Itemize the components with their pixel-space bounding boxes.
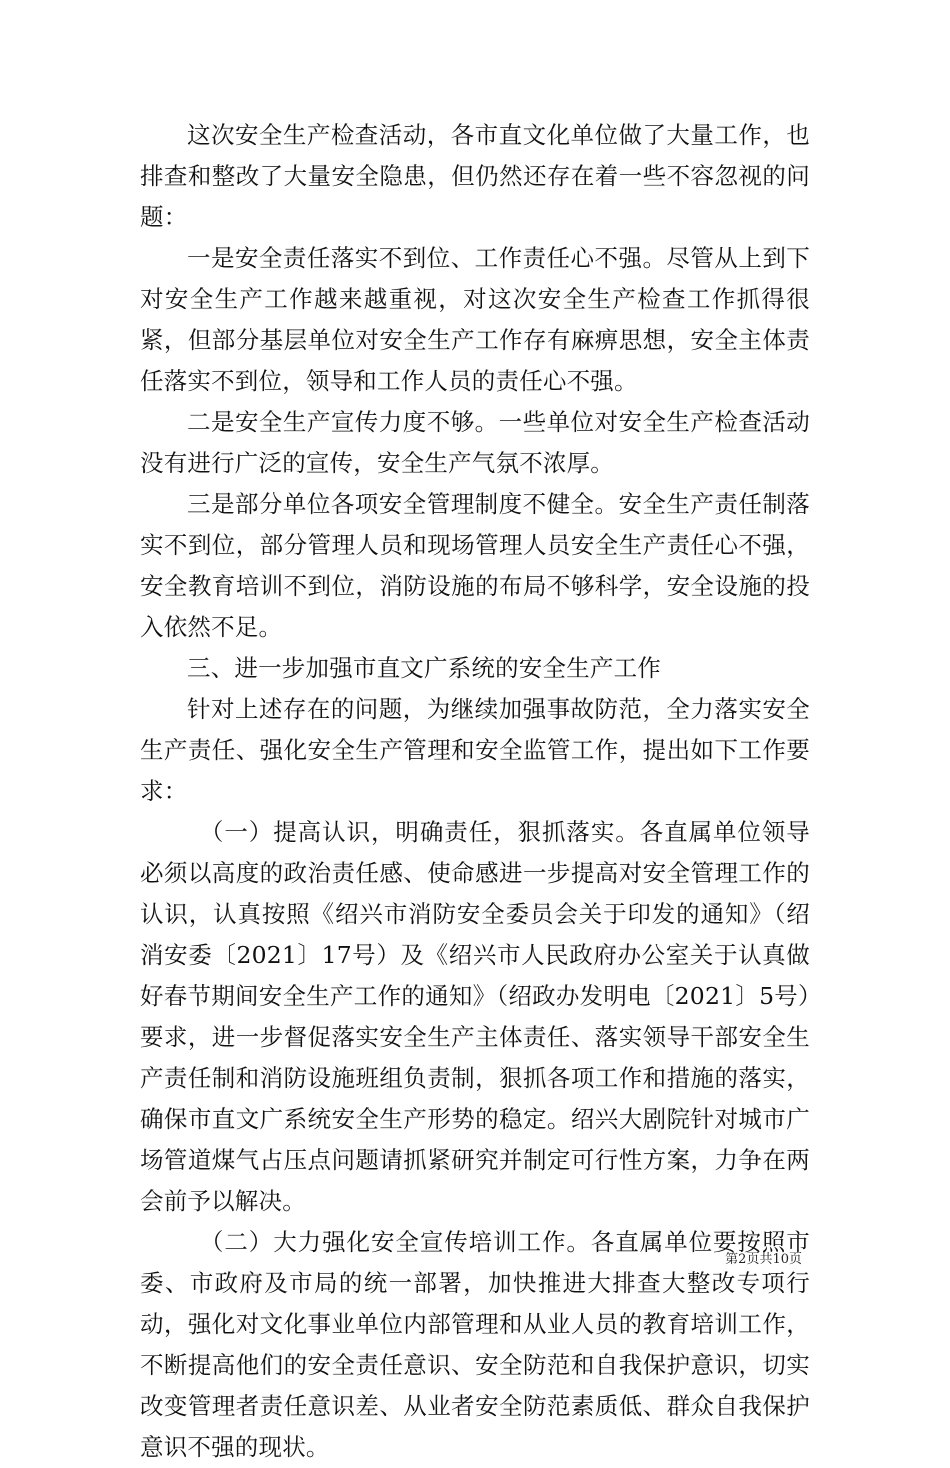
paragraph-requirement-two: （二）大力强化安全宣传培训工作。各直属单位要按照市委、市政府及市局的统一部署，加快推进大排查大整改专项行动，强化对文化事业单位内部管理和从业人员的教育培训工作，不断提高他们的安全责任意识、安全防范和自我保护意识，切实改变管理者责任意识差、从业者安全防范素质低、群众自我保护意识不强的现状。: [140, 1228, 810, 1461]
section-heading: 三、进一步加强市直文广系统的安全生产工作: [187, 654, 661, 682]
paragraph-requirement-one: （一）提高认识，明确责任，狠抓落实。各直属单位领导必须以高度的政治责任感、使命感进一步提高对安全管理工作的认识，认真按照《绍兴市消防安全委员会关于印发的通知》（绍消安委〔2021〕17号）及《绍兴市人民政府办公室关于认真做好春节期间安全生产工作的通知》（绍政办发明电〔2021〕5号）要求，进一步督促落实安全生产主体责任、落实领导干部安全生产责任制和消防设施班组负责制，狠抓各项工作和措施的落实，确保市直文广系统安全生产形势的稳定。绍兴大剧院针对城市广场管道煤气占压点问题请抓紧研究并制定可行性方案，力争在两会前予以解决。: [140, 818, 810, 1215]
paragraph-issue-three: 三是部分单位各项安全管理制度不健全。安全生产责任制落实不到位，部分管理人员和现场管理人员安全生产责任心不强，安全教育培训不到位，消防设施的布局不够科学，安全设施的投入依然不足。: [140, 490, 810, 641]
paragraph-requirements-intro: 针对上述存在的问题，为继续加强事故防范，全力落实安全生产责任、强化安全生产管理和安全监管工作，提出如下工作要求：: [140, 695, 810, 805]
paragraph-issue-two: 二是安全生产宣传力度不够。一些单位对安全生产检查活动没有进行广泛的宣传，安全生产气氛不浓厚。: [140, 408, 810, 477]
page-number: 第2页共10页: [725, 1252, 802, 1267]
document-body: [140, 115, 810, 1468]
paragraph-intro: 这次安全生产检查活动，各市直文化单位做了大量工作，也排查和整改了大量安全隐患，但仍然还存在着一些不容忽视的问题：: [140, 121, 810, 231]
paragraph-issue-one: 一是安全责任落实不到位、工作责任心不强。尽管从上到下对安全生产工作越来越重视，对这次安全生产检查工作抓得很紧，但部分基层单位对安全生产工作存有麻痹思想，安全主体责任落实不到位，领导和工作人员的责任心不强。: [140, 244, 810, 395]
